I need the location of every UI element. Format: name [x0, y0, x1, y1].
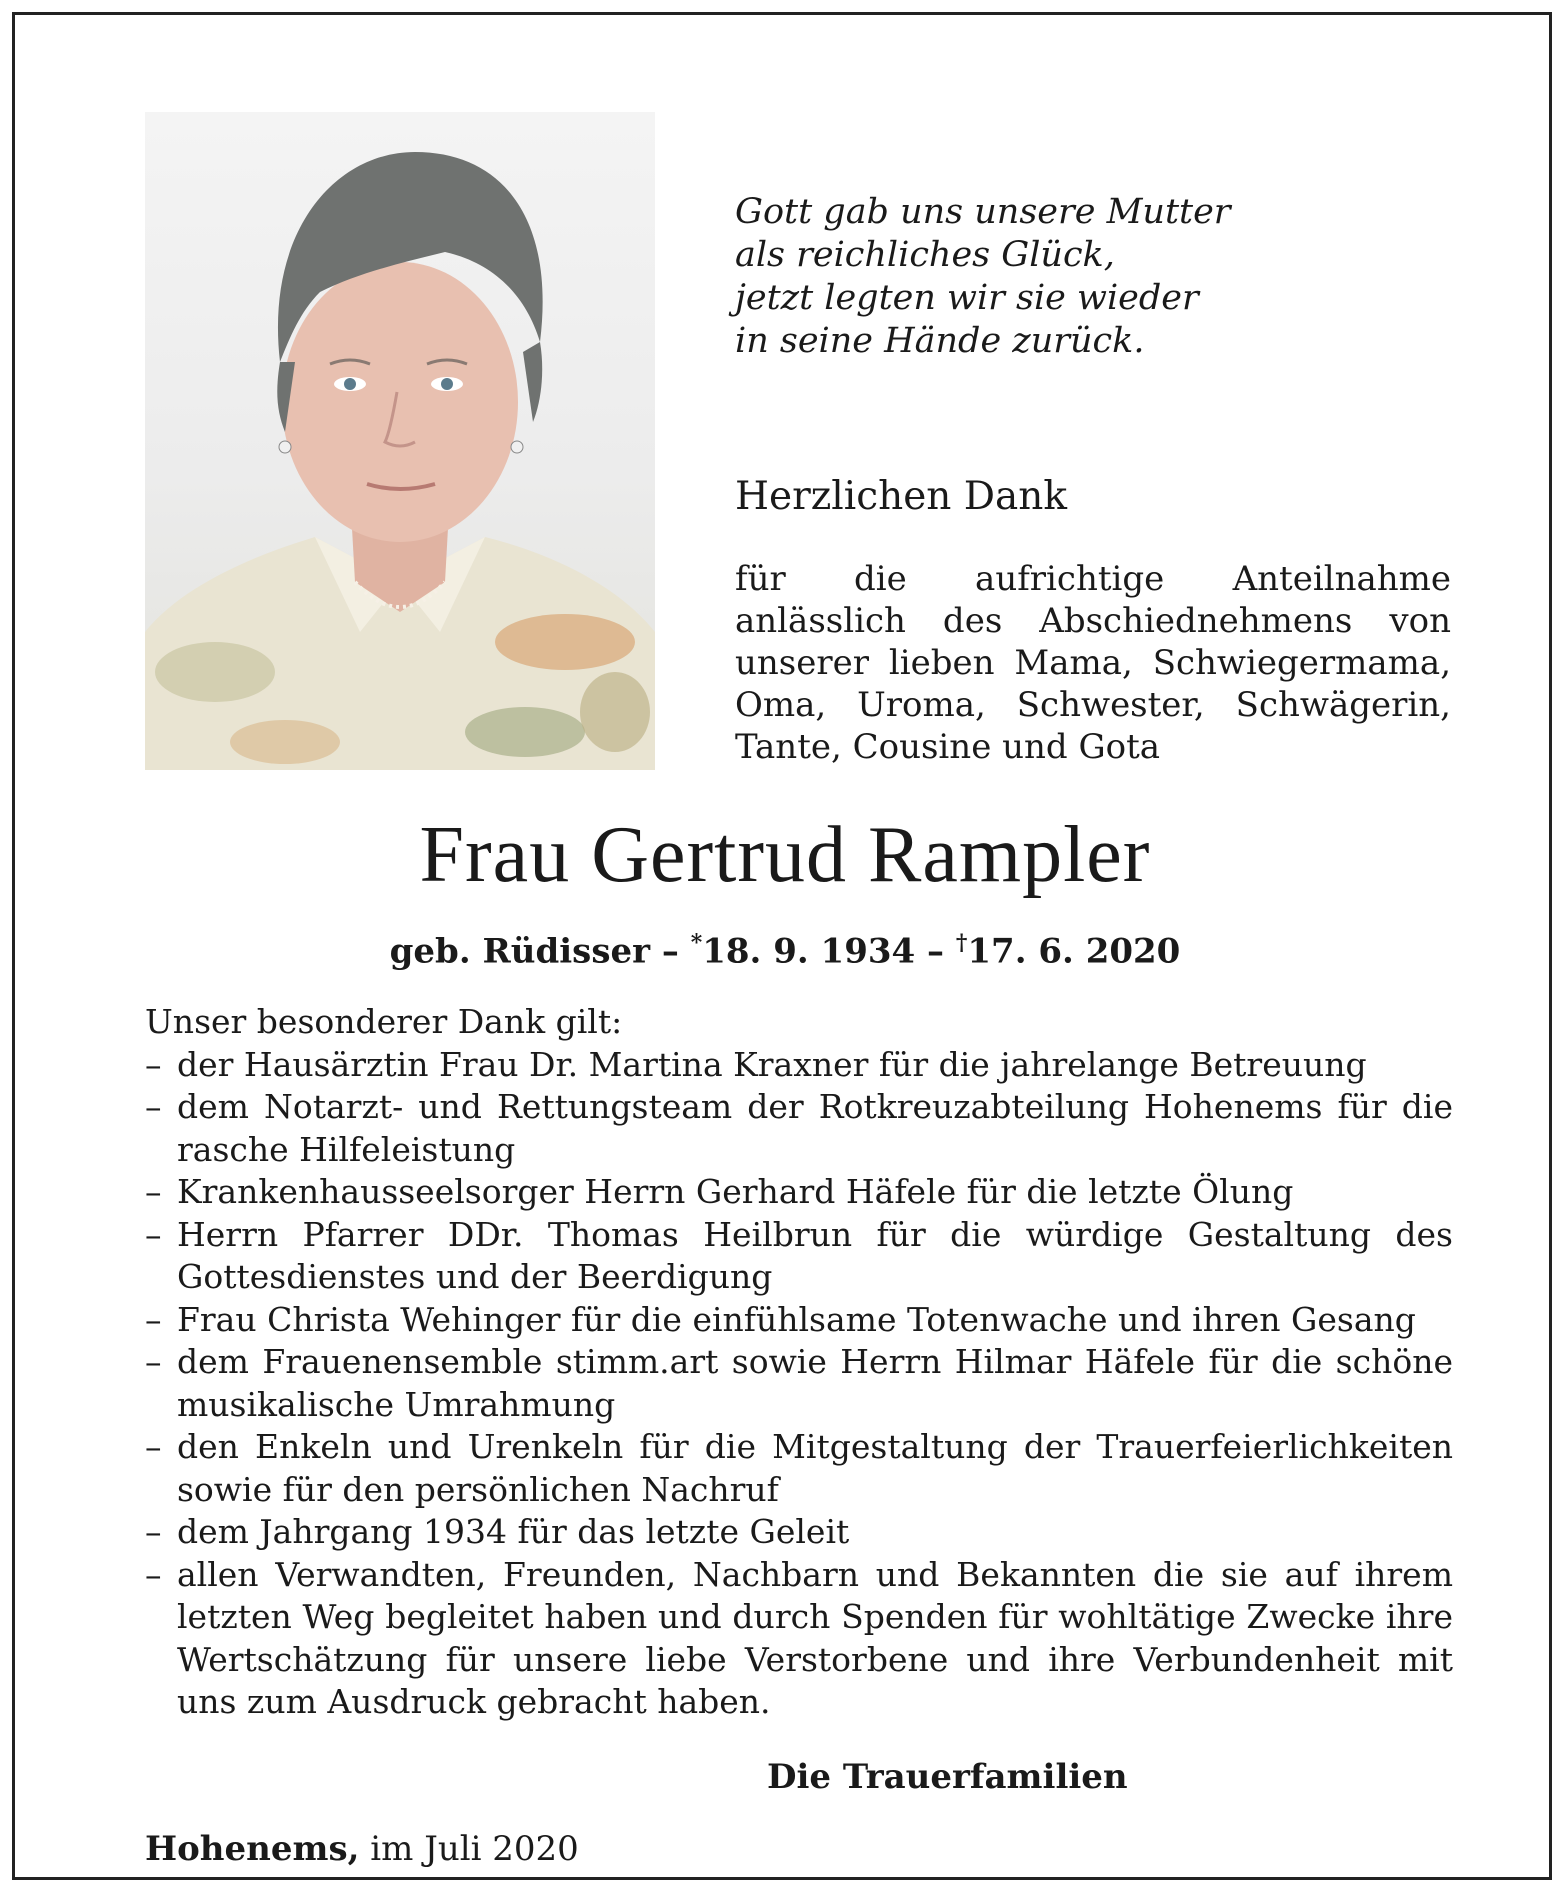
list-item: [145, 1299, 1453, 1342]
list-item: [145, 1044, 1453, 1087]
special-thanks: [145, 1001, 1453, 1724]
separator: –: [661, 931, 679, 972]
list-item: [145, 1086, 1453, 1171]
list-item: [145, 1341, 1453, 1426]
poem: [735, 191, 1231, 363]
portrait-photo: [145, 112, 655, 770]
list-bullet: –: [145, 1512, 162, 1551]
list-item-text: dem Jahrgang 1934 für das letzte Geleit: [177, 1512, 850, 1551]
list-bullet: –: [145, 1342, 162, 1381]
list-item-text: allen Verwandten, Freunden, Nachbarn und Bekannten die sie auf ihrem letzten Weg begleitet haben und durch Spenden für wohltätige Zwecke ihre Wertschätzung für unsere liebe Verstorbene und ihre Verbundenheit mit uns zum Ausdruck gebracht haben.: [177, 1554, 1453, 1721]
portrait-illustration: [145, 112, 655, 770]
obituary-card: [12, 12, 1552, 1880]
list-item-text: der Hausärztin Frau Dr. Martina Kraxner für die jahrelange Betreuung: [177, 1044, 1367, 1084]
signature: Die Trauerfamilien: [767, 1757, 1128, 1797]
place-date-line: [145, 1827, 579, 1871]
poem-line: als reichliches Glück,: [735, 235, 1115, 275]
list-item: [145, 1214, 1453, 1299]
special-thanks-list: [145, 1044, 1453, 1724]
list-item-text: Herrn Pfarrer DDr. Thomas Heilbrun für die würdige Gestaltung des Gottesdienstes und der Beerdigung: [177, 1214, 1453, 1296]
list-item-text: Frau Christa Wehinger für die einfühlsame Totenwache und ihren Gesang: [177, 1299, 1416, 1339]
list-bullet: –: [145, 1214, 162, 1254]
deceased-name: Frau Gertrud Rampler: [419, 811, 1151, 899]
poem-line: jetzt legten wir sie wieder: [735, 278, 1199, 318]
death-symbol: †: [955, 930, 968, 956]
poem-line: in seine Hände zurück.: [735, 321, 1145, 361]
place: Hohenems,: [145, 1829, 360, 1869]
special-thanks-heading: Unser besonderer Dank gilt:: [145, 1002, 623, 1041]
thanks-title: Herzlichen Dank: [735, 474, 1068, 519]
list-bullet: –: [145, 1044, 162, 1084]
list-item: [145, 1554, 1453, 1724]
list-item-text: den Enkeln und Urenkeln für die Mitgestaltung der Trauerfeierlichkeiten sowie für den persönlichen Nachruf: [177, 1427, 1453, 1509]
thanks-text: für die aufrichtige Anteilnahme anlässlich des Abschiednehmens von unserer lieben Mama, Schwiegermama, Oma, Uroma, Schwester, Schwägerin, Tante, Cousine und Gota: [735, 559, 1451, 767]
list-bullet: –: [145, 1299, 162, 1339]
birth-death-line: [15, 921, 1555, 973]
list-item: [145, 1511, 1453, 1554]
birth-name: geb. Rüdisser: [389, 931, 651, 972]
list-bullet: –: [145, 1427, 162, 1466]
list-bullet: –: [145, 1087, 162, 1126]
death-date: 17. 6. 2020: [967, 931, 1181, 972]
list-item: [145, 1426, 1453, 1511]
list-bullet: –: [145, 1554, 162, 1594]
list-bullet: –: [145, 1172, 162, 1211]
list-item-text: Krankenhausseelsorger Herrn Gerhard Häfele für die letzte Ölung: [177, 1172, 1294, 1211]
date: im Juli 2020: [370, 1829, 579, 1869]
list-item: [145, 1171, 1453, 1214]
list-item-text: dem Notarzt- und Rettungsteam der Rotkreuzabteilung Hohenems für die rasche Hilfeleistung: [177, 1087, 1453, 1169]
list-item-text: dem Frauenensemble stimm.art sowie Herrn Hilmar Häfele für die schöne musikalische Umrahmung: [177, 1342, 1453, 1424]
separator: –: [927, 931, 945, 972]
birth-date: 18. 9. 1934: [702, 931, 916, 972]
poem-line: Gott gab uns unsere Mutter: [735, 192, 1231, 232]
birth-symbol: *: [690, 930, 703, 956]
